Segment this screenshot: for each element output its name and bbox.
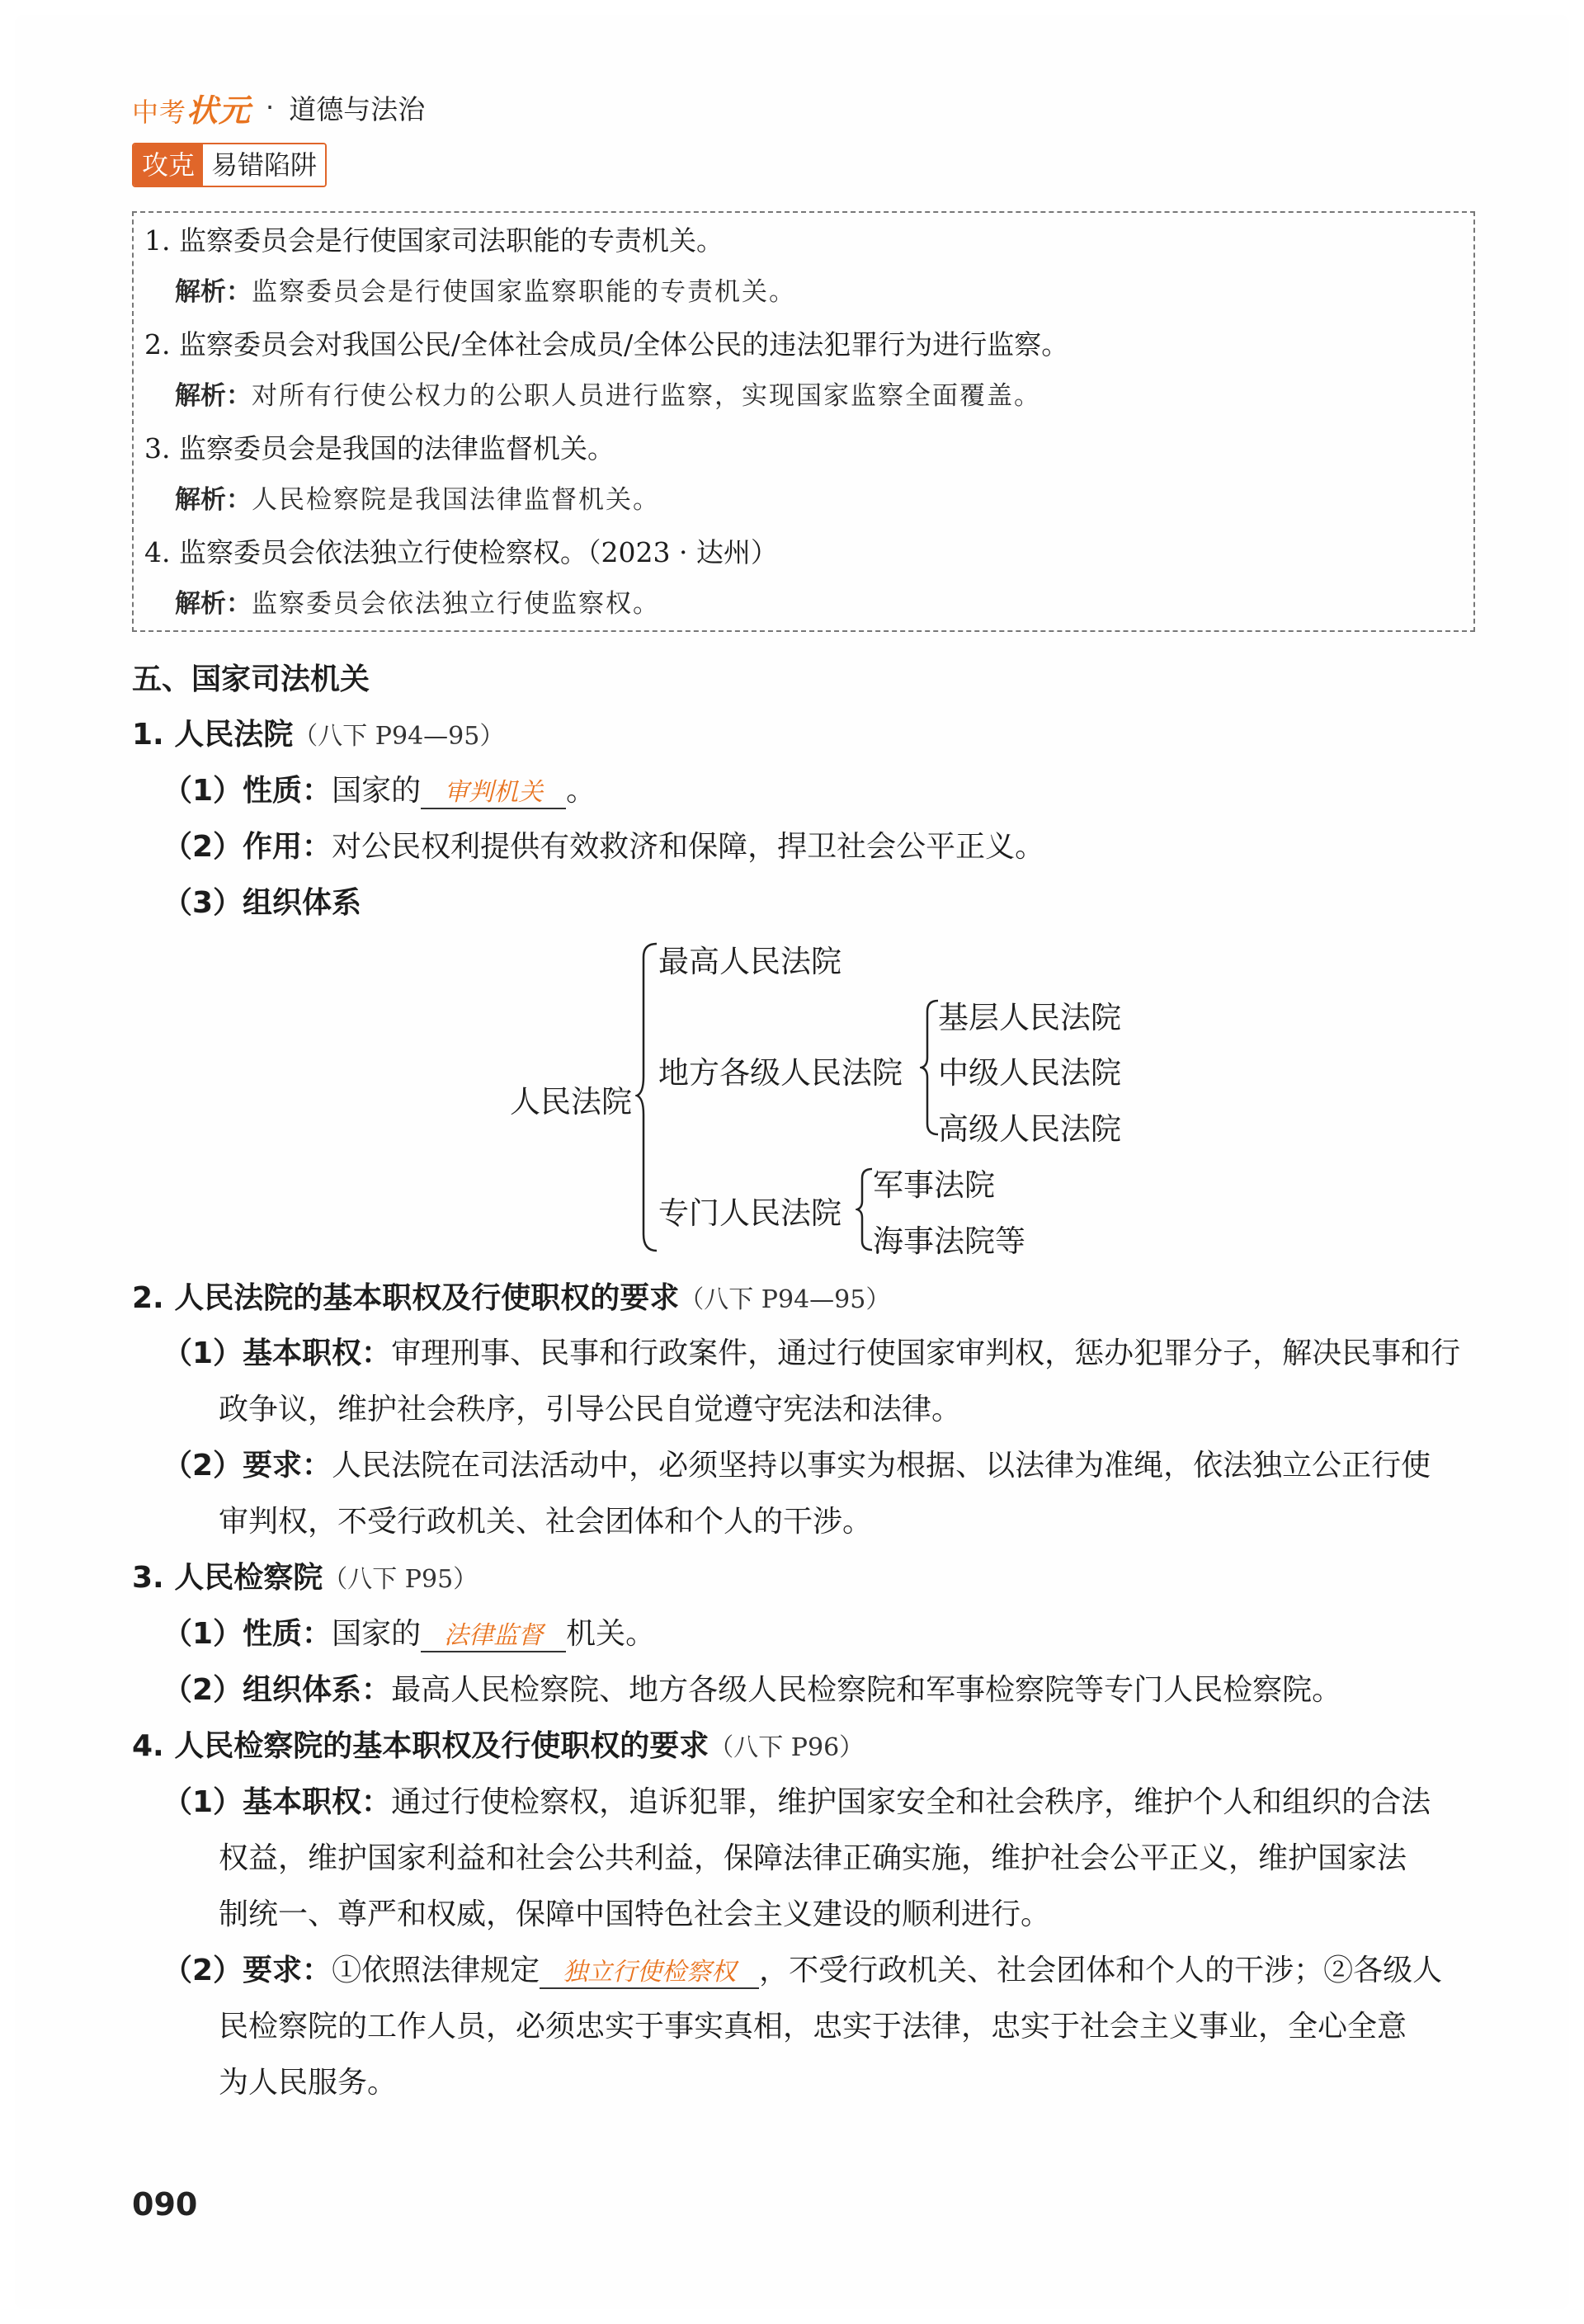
item-4-2-line2: 民检察院的工作人员，必须忠实于事实真相，忠实于法律，忠实于社会主义事业，全心全意 xyxy=(219,2010,1407,2044)
brand-emphasis: 状元 xyxy=(186,92,252,129)
section-tag xyxy=(132,143,327,187)
item-1-3: （3）组织体系 xyxy=(163,886,362,920)
item-4-2-line3: 为人民服务。 xyxy=(219,2066,398,2100)
brand-prefix: 中考 xyxy=(132,96,187,128)
item-2-heading: 2. 人民法院的基本职权及行使职权的要求（八下 P94—95） xyxy=(132,1281,891,1315)
trap-statement-4: 4. 监察委员会依法独立行使检察权。（2023 · 达州） xyxy=(144,536,778,568)
item-2-2-line2: 审判权，不受行政机关、社会团体和个人的干涉。 xyxy=(219,1505,873,1539)
section-title: 五、国家司法机关 xyxy=(132,662,370,696)
header-separator: · xyxy=(266,92,275,123)
diagram-brace-local xyxy=(920,998,941,1137)
fill-blank-1: 审判机关 xyxy=(421,771,566,809)
diagram-local: 地方各级人民法院 xyxy=(658,1055,903,1091)
diagram-special: 专门人民法院 xyxy=(658,1195,842,1231)
diagram-root: 人民法院 xyxy=(510,1084,632,1120)
subject-title: 道德与法治 xyxy=(289,92,426,125)
item-3-1: （1）性质：国家的 法律监督 机关。 xyxy=(163,1610,655,1652)
brand-logo xyxy=(132,85,251,130)
diagram-local-child-1: 基层人民法院 xyxy=(938,1000,1121,1035)
diagram-local-child-3: 高级人民法院 xyxy=(938,1111,1121,1147)
diagram-brace-special xyxy=(856,1167,875,1252)
item-1-1: （1）性质：国家的 审判机关 。 xyxy=(163,767,596,809)
diagram-local-child-2: 中级人民法院 xyxy=(938,1055,1121,1091)
item-1-2: （2）作用：对公民权利提供有效救济和保障，捍卫社会公平正义。 xyxy=(163,830,1045,864)
section-tag-part1: 攻克 xyxy=(134,144,203,186)
trap-explanation-3: 解析：人民检察院是我国法律监督机关。 xyxy=(175,485,660,515)
trap-explanation-2: 解析：对所有行使公权力的公职人员进行监察，实现国家监察全面覆盖。 xyxy=(175,381,1041,411)
trap-explanation-1: 解析：监察委员会是行使国家监察职能的专责机关。 xyxy=(175,277,796,307)
item-4-1-line1: （1）基本职权：通过行使检察权，追诉犯罪，维护国家安全和社会秩序，维护个人和组织的合法 xyxy=(163,1785,1431,1819)
trap-statement-1: 1. 监察委员会是行使国家司法职能的专责机关。 xyxy=(144,224,724,257)
page-header xyxy=(132,82,425,132)
item-4-heading: 4. 人民检察院的基本职权及行使职权的要求（八下 P96） xyxy=(132,1729,865,1763)
item-4-1-line3: 制统一、尊严和权威，保障中国特色社会主义建设的顺利进行。 xyxy=(219,1897,1051,1931)
item-3-2: （2）组织体系：最高人民检察院、地方各级人民检察院和军事检察院等专门人民检察院。 xyxy=(163,1673,1342,1707)
trap-statement-3: 3. 监察委员会是我国的法律监督机关。 xyxy=(144,432,615,464)
diagram-special-child-1: 军事法院 xyxy=(873,1167,995,1203)
page-number: 090 xyxy=(132,2186,198,2223)
item-2-1-line2: 政争议，维护社会秩序，引导公民自觉遵守宪法和法律。 xyxy=(219,1393,962,1426)
item-4-1-line2: 权益，维护国家利益和社会公共利益，保障法律正确实施，维护社会公平正义，维护国家法 xyxy=(219,1841,1407,1875)
item-1-heading: 1. 人民法院（八下 P94—95） xyxy=(132,718,505,752)
item-3-heading: 3. 人民检察院（八下 P95） xyxy=(132,1561,478,1595)
section-tag-part2: 易错陷阱 xyxy=(203,144,325,186)
item-2-1-line1: （1）基本职权：审理刑事、民事和行政案件，通过行使国家审判权，惩办犯罪分子，解决民事和行 xyxy=(163,1336,1461,1370)
trap-explanation-4: 解析：监察委员会依法独立行使监察权。 xyxy=(175,589,660,619)
fill-blank-2: 法律监督 xyxy=(421,1615,566,1652)
trap-statement-2: 2. 监察委员会对我国公民/全体社会成员/全体公民的违法犯罪行为进行监察。 xyxy=(144,328,1069,361)
diagram-supreme: 最高人民法院 xyxy=(658,944,842,979)
diagram-brace-root xyxy=(635,940,660,1254)
item-4-2-line1: （2）要求：①依照法律规定 独立行使检察权 ，不受行政机关、社会团体和个人的干涉；②各级人 xyxy=(163,1947,1442,1989)
item-2-2-line1: （2）要求：人民法院在司法活动中，必须坚持以事实为根据、以法律为准绳，依法独立公正行使 xyxy=(163,1449,1431,1483)
diagram-special-child-2: 海事法院等 xyxy=(873,1223,1025,1259)
fill-blank-3: 独立行使检察权 xyxy=(540,1951,759,1989)
